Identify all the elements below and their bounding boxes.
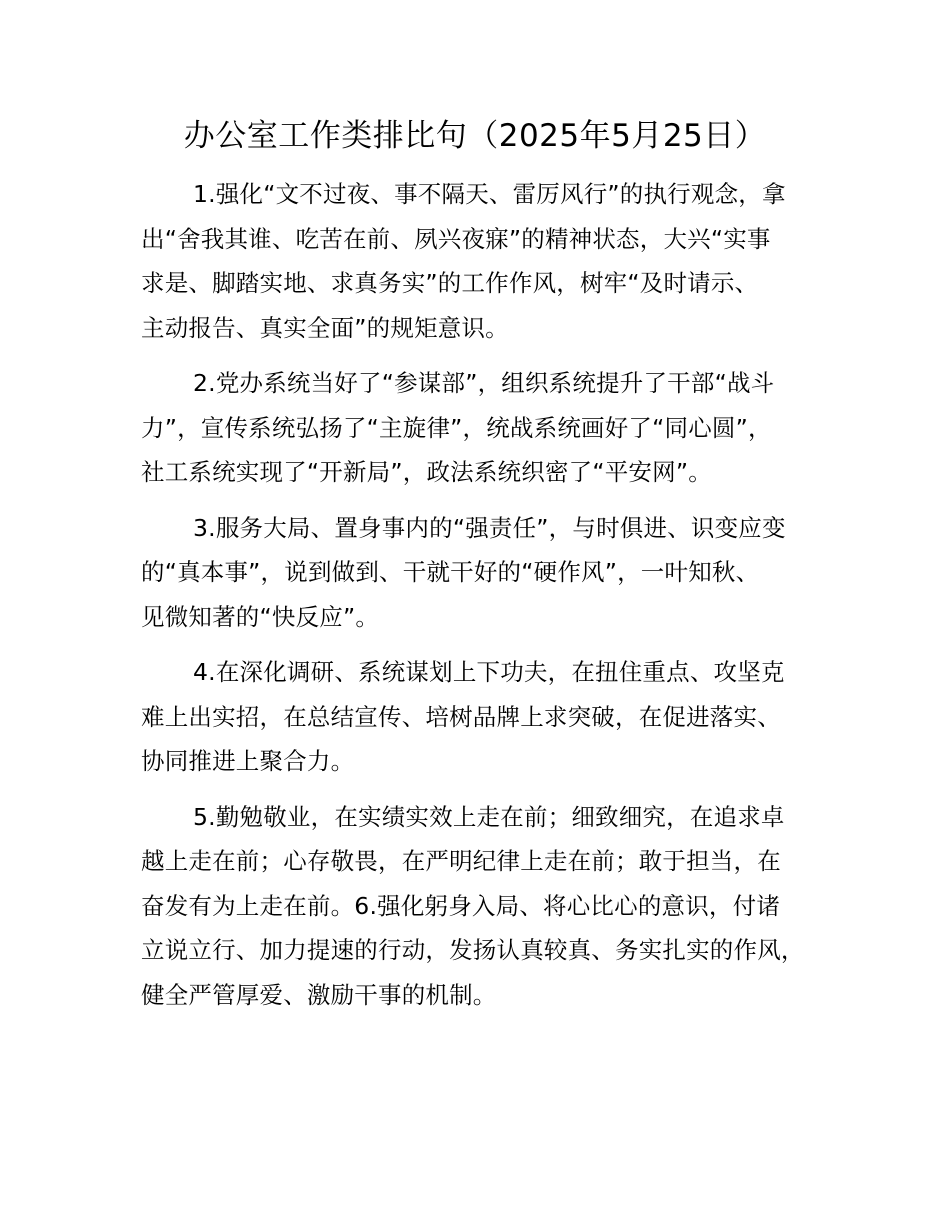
paragraph-line: 2.党办系统当好了“参谋部”，组织系统提升了干部“战斗 (193, 369, 775, 397)
document-body (141, 172, 831, 1028)
paragraph-line: 难上出实招，在总结宣传、培树品牌上求突破，在促进落实、 (141, 702, 781, 731)
paragraph-line: 求是、脚踏实地、求真务实”的工作作风，树牢“及时请示、 (141, 269, 759, 297)
paragraph-3 (141, 506, 831, 640)
paragraph-line: 的“真本事”，说到做到、干就干好的“硬作风”，一叶知秋、 (141, 558, 760, 586)
paragraph-4 (141, 650, 831, 784)
paragraph-line: 协同推进上聚合力。 (141, 747, 355, 775)
paragraph-line: 见微知著的“快反应”。 (141, 602, 380, 631)
paragraph-line: 1.强化“文不过夜、事不隔天、雷厉风行”的执行观念，拿 (193, 180, 786, 208)
paragraph-line: 出“舍我其谁、吃苦在前、夙兴夜寐”的精神状态，大兴“实事 (141, 224, 771, 253)
paragraph-line: 社工系统实现了“开新局”，政法系统织密了“平安网”。 (141, 458, 712, 486)
paragraph-line: 健全严管厚爱、激励干事的机制。 (141, 980, 497, 1009)
paragraph-5-6 (141, 795, 831, 1018)
paragraph-2 (141, 361, 831, 495)
paragraph-line: 3.服务大局、置身事内的“强责任”，与时俱进、识变应变 (193, 513, 786, 542)
paragraph-line: 立说立行、加力提速的行动，发扬认真较真、务实扎实的作风， (141, 936, 805, 964)
paragraph-line: 奋发有为上走在前。6.强化躬身入局、将心比心的意识，付诸 (141, 891, 781, 920)
document-title: 办公室工作类排比句（2025年5月25日） (183, 118, 767, 154)
paragraph-line: 主动报告、真实全面”的规矩意识。 (141, 313, 509, 342)
paragraph-1 (141, 172, 831, 350)
paragraph-line: 5.勤勉敬业，在实绩实效上走在前；细致细究，在追求卓 (193, 802, 785, 831)
paragraph-line: 力”，宣传系统弘扬了“主旋律”，统战系统画好了“同心圆”， (141, 413, 772, 442)
paragraph-line: 4.在深化调研、系统谋划上下功夫，在扭住重点、攻坚克 (193, 658, 785, 686)
paragraph-line: 越上走在前；心存敬畏，在严明纪律上走在前；敢于担当，在 (141, 847, 781, 875)
